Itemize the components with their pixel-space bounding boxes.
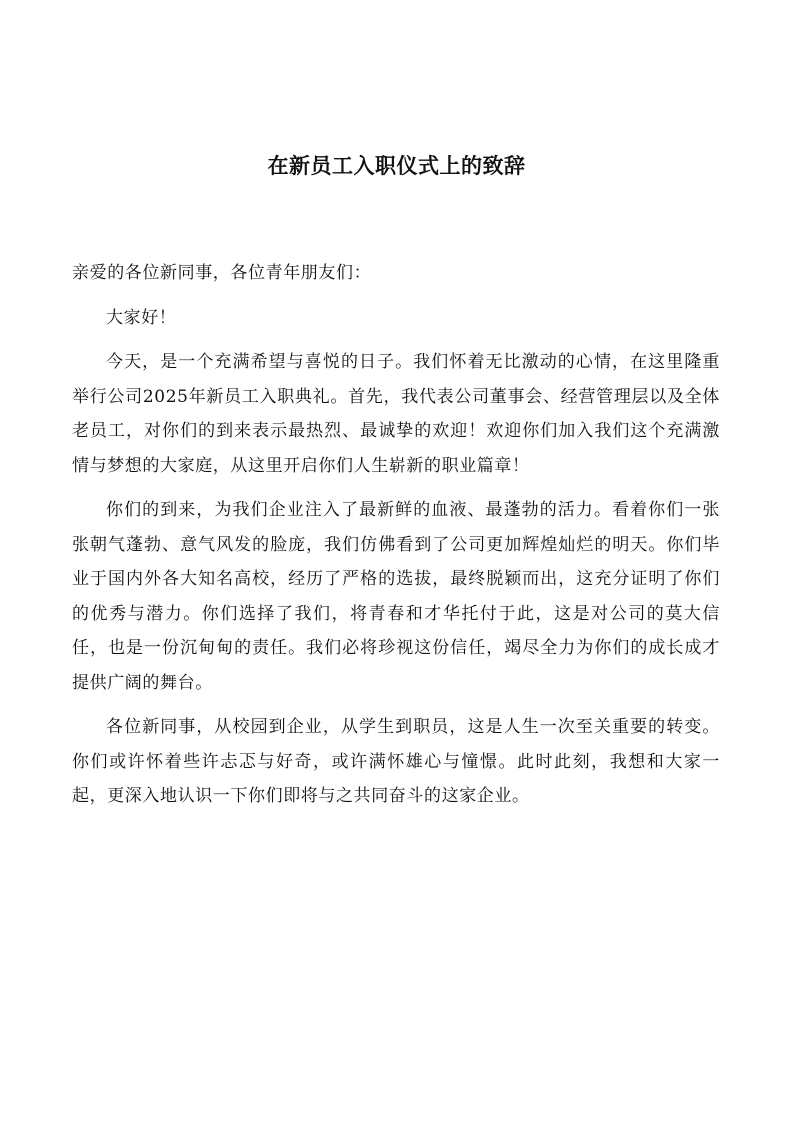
- salutation: 亲爱的各位新同事，各位青年朋友们：: [72, 263, 372, 283]
- paragraph-greeting: 大家好！: [106, 307, 177, 328]
- paragraph-transition: 各位新同事，从校园到企业，从学生到职员，这是人生一次至关重要的转变。你们或许怀着些许忐忑与好奇，或许满怀雄心与憧憬。此时此刻，我想和大家一起，更深入地认识一下你们即将与之共同奋斗的这家企业。: [72, 717, 720, 806]
- paragraph-welcome: 今天，是一个充满希望与喜悦的日子。我们怀着无比激动的心情，在这里隆重举行公司2025年新员工入职典礼。首先，我代表公司董事会、经营管理层以及全体老员工，对你们的到来表示最热烈、最诚挚的欢迎！欢迎你们加入我们这个充满激情与梦想的大家庭，从这里开启你们人生崭新的职业篇章！: [72, 352, 720, 476]
- document-title: 在新员工入职仪式上的致辞: [267, 154, 526, 178]
- document-body: [72, 256, 720, 824]
- paragraph-new-blood: 你们的到来，为我们企业注入了最新鲜的血液、最蓬勃的活力。看着你们一张张朝气蓬勃、意气风发的脸庞，我们仿佛看到了公司更加辉煌灿烂的明天。你们毕业于国内外各大知名高校，经历了严格的选拔，最终脱颖而出，这充分证明了你们的优秀与潜力。你们选择了我们，将青春和才华托付于此，这是对公司的莫大信任，也是一份沉甸甸的责任。我们必将珍视这份信任，竭尽全力为你们的成长成才提供广阔的舞台。: [72, 500, 720, 693]
